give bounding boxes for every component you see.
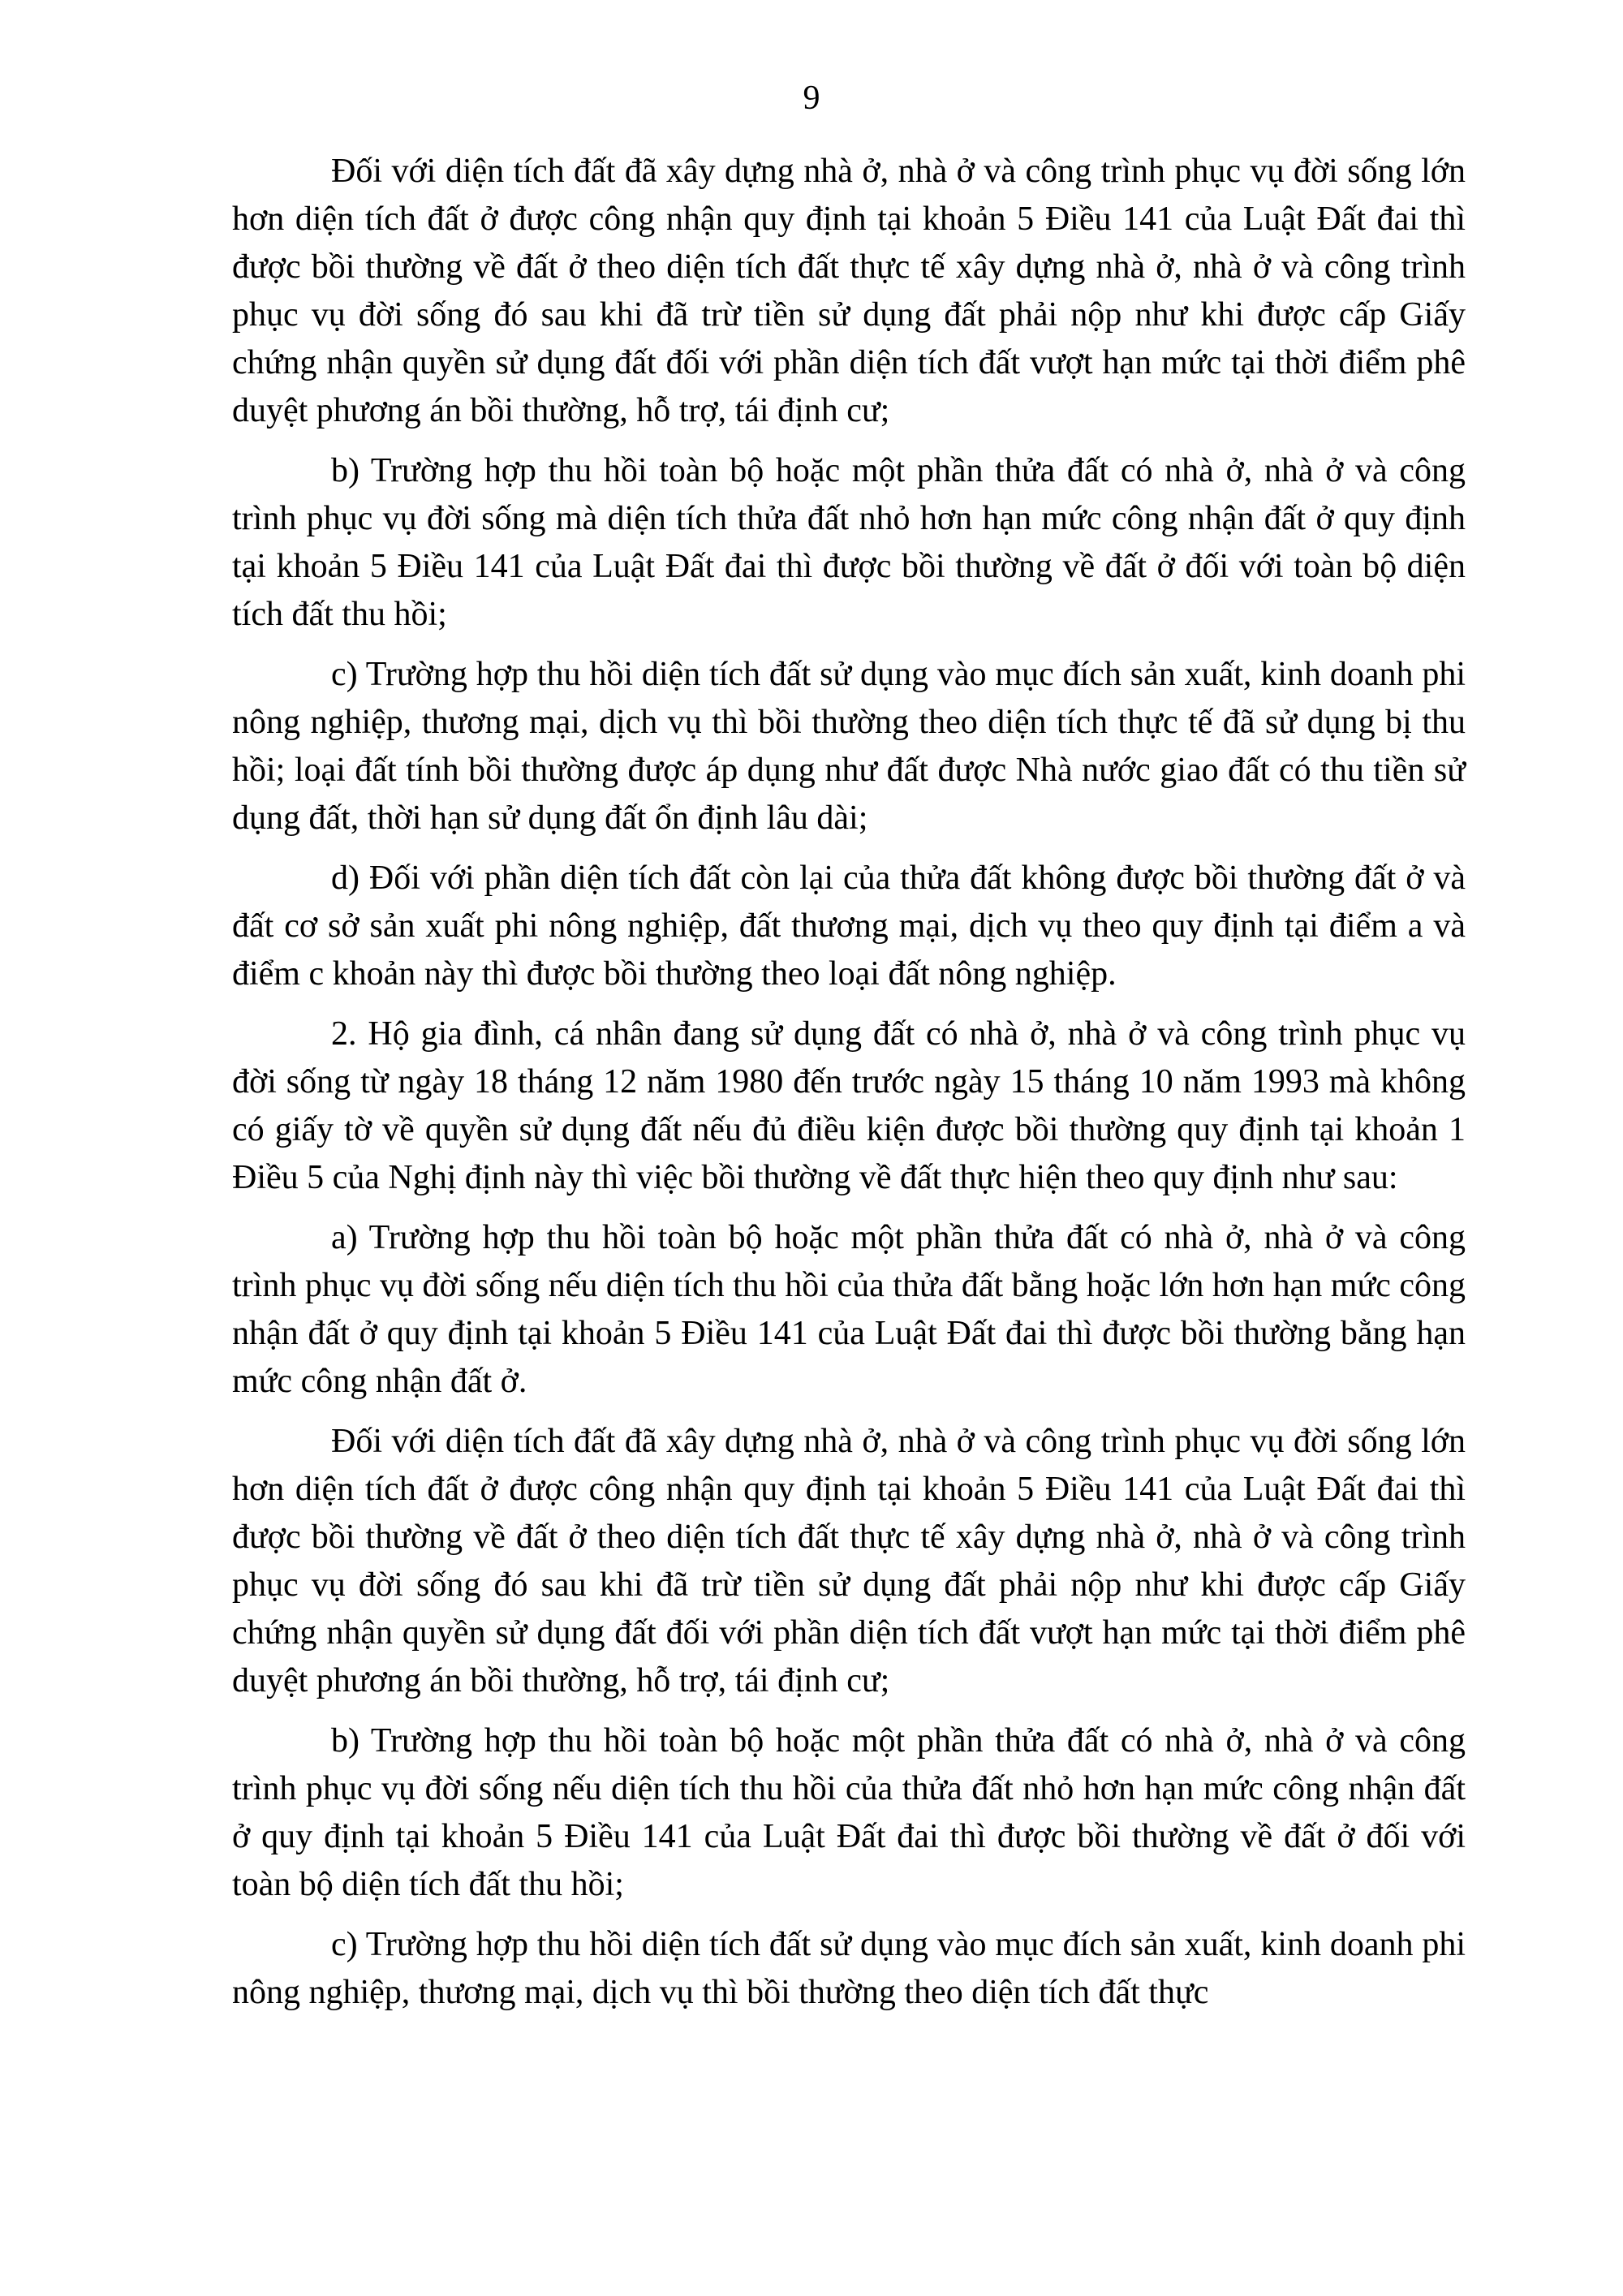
paragraph: c) Trường hợp thu hồi diện tích đất sử dụng vào mục đích sản xuất, kinh doanh phi nông nghiệp, thương mại, dịch vụ thì bồi thường theo diện tích đất thực xyxy=(232,1926,1466,2011)
paragraph: b) Trường hợp thu hồi toàn bộ hoặc một phần thửa đất có nhà ở, nhà ở và công trình phục vụ đời sống mà diện tích thửa đất nhỏ hơn hạn mức công nhận đất ở quy định tại khoản 5 Điều 141 của Luật Đất đai thì được bồi thường về đất ở đối với toàn bộ diện tích đất thu hồi; xyxy=(232,452,1466,633)
document-body xyxy=(232,148,1466,2029)
page-number: 9 xyxy=(803,80,820,117)
paragraph: 2. Hộ gia đình, cá nhân đang sử dụng đất có nhà ở, nhà ở và công trình phục vụ đời sống từ ngày 18 tháng 12 năm 1980 đến trước ngày 15 tháng 10 năm 1993 mà không có giấy tờ về quyền sử dụng đất nếu đủ điều kiện được bồi thường quy định tại khoản 1 Điều 5 của Nghị định này thì việc bồi thường về đất thực hiện theo quy định như sau: xyxy=(232,1015,1466,1196)
paragraph: d) Đối với phần diện tích đất còn lại của thửa đất không được bồi thường đất ở và đất cơ sở sản xuất phi nông nghiệp, đất thương mại, dịch vụ theo quy định tại điểm a và điểm c khoản này thì được bồi thường theo loại đất nông nghiệp. xyxy=(232,859,1466,993)
paragraph: b) Trường hợp thu hồi toàn bộ hoặc một phần thửa đất có nhà ở, nhà ở và công trình phục vụ đời sống nếu diện tích thu hồi của thửa đất nhỏ hơn hạn mức công nhận đất ở quy định tại khoản 5 Điều 141 của Luật Đất đai thì được bồi thường về đất ở đối với toàn bộ diện tích đất thu hồi; xyxy=(232,1722,1466,1903)
paragraph: Đối với diện tích đất đã xây dựng nhà ở, nhà ở và công trình phục vụ đời sống lớn hơn diện tích đất ở được công nhận quy định tại khoản 5 Điều 141 của Luật Đất đai thì được bồi thường về đất ở theo diện tích đất thực tế xây dựng nhà ở, nhà ở và công trình phục vụ đời sống đó sau khi đã trừ tiền sử dụng đất phải nộp như khi được cấp Giấy chứng nhận quyền sử dụng đất đối với phần diện tích đất vượt hạn mức tại thời điểm phê duyệt phương án bồi thường, hỗ trợ, tái định cư; xyxy=(232,153,1466,429)
paragraph: Đối với diện tích đất đã xây dựng nhà ở, nhà ở và công trình phục vụ đời sống lớn hơn diện tích đất ở được công nhận quy định tại khoản 5 Điều 141 của Luật Đất đai thì được bồi thường về đất ở theo diện tích đất thực tế xây dựng nhà ở, nhà ở và công trình phục vụ đời sống đó sau khi đã trừ tiền sử dụng đất phải nộp như khi được cấp Giấy chứng nhận quyền sử dụng đất đối với phần diện tích đất vượt hạn mức tại thời điểm phê duyệt phương án bồi thường, hỗ trợ, tái định cư; xyxy=(232,1423,1466,1699)
paragraph: c) Trường hợp thu hồi diện tích đất sử dụng vào mục đích sản xuất, kinh doanh phi nông nghiệp, thương mại, dịch vụ thì bồi thường theo diện tích thực tế đã sử dụng bị thu hồi; loại đất tính bồi thường được áp dụng như đất được Nhà nước giao đất có thu tiền sử dụng đất, thời hạn sử dụng đất ổn định lâu dài; xyxy=(232,656,1466,837)
paragraph: a) Trường hợp thu hồi toàn bộ hoặc một phần thửa đất có nhà ở, nhà ở và công trình phục vụ đời sống nếu diện tích thu hồi của thửa đất bằng hoặc lớn hơn hạn mức công nhận đất ở quy định tại khoản 5 Điều 141 của Luật Đất đai thì được bồi thường bằng hạn mức công nhận đất ở. xyxy=(232,1219,1466,1400)
